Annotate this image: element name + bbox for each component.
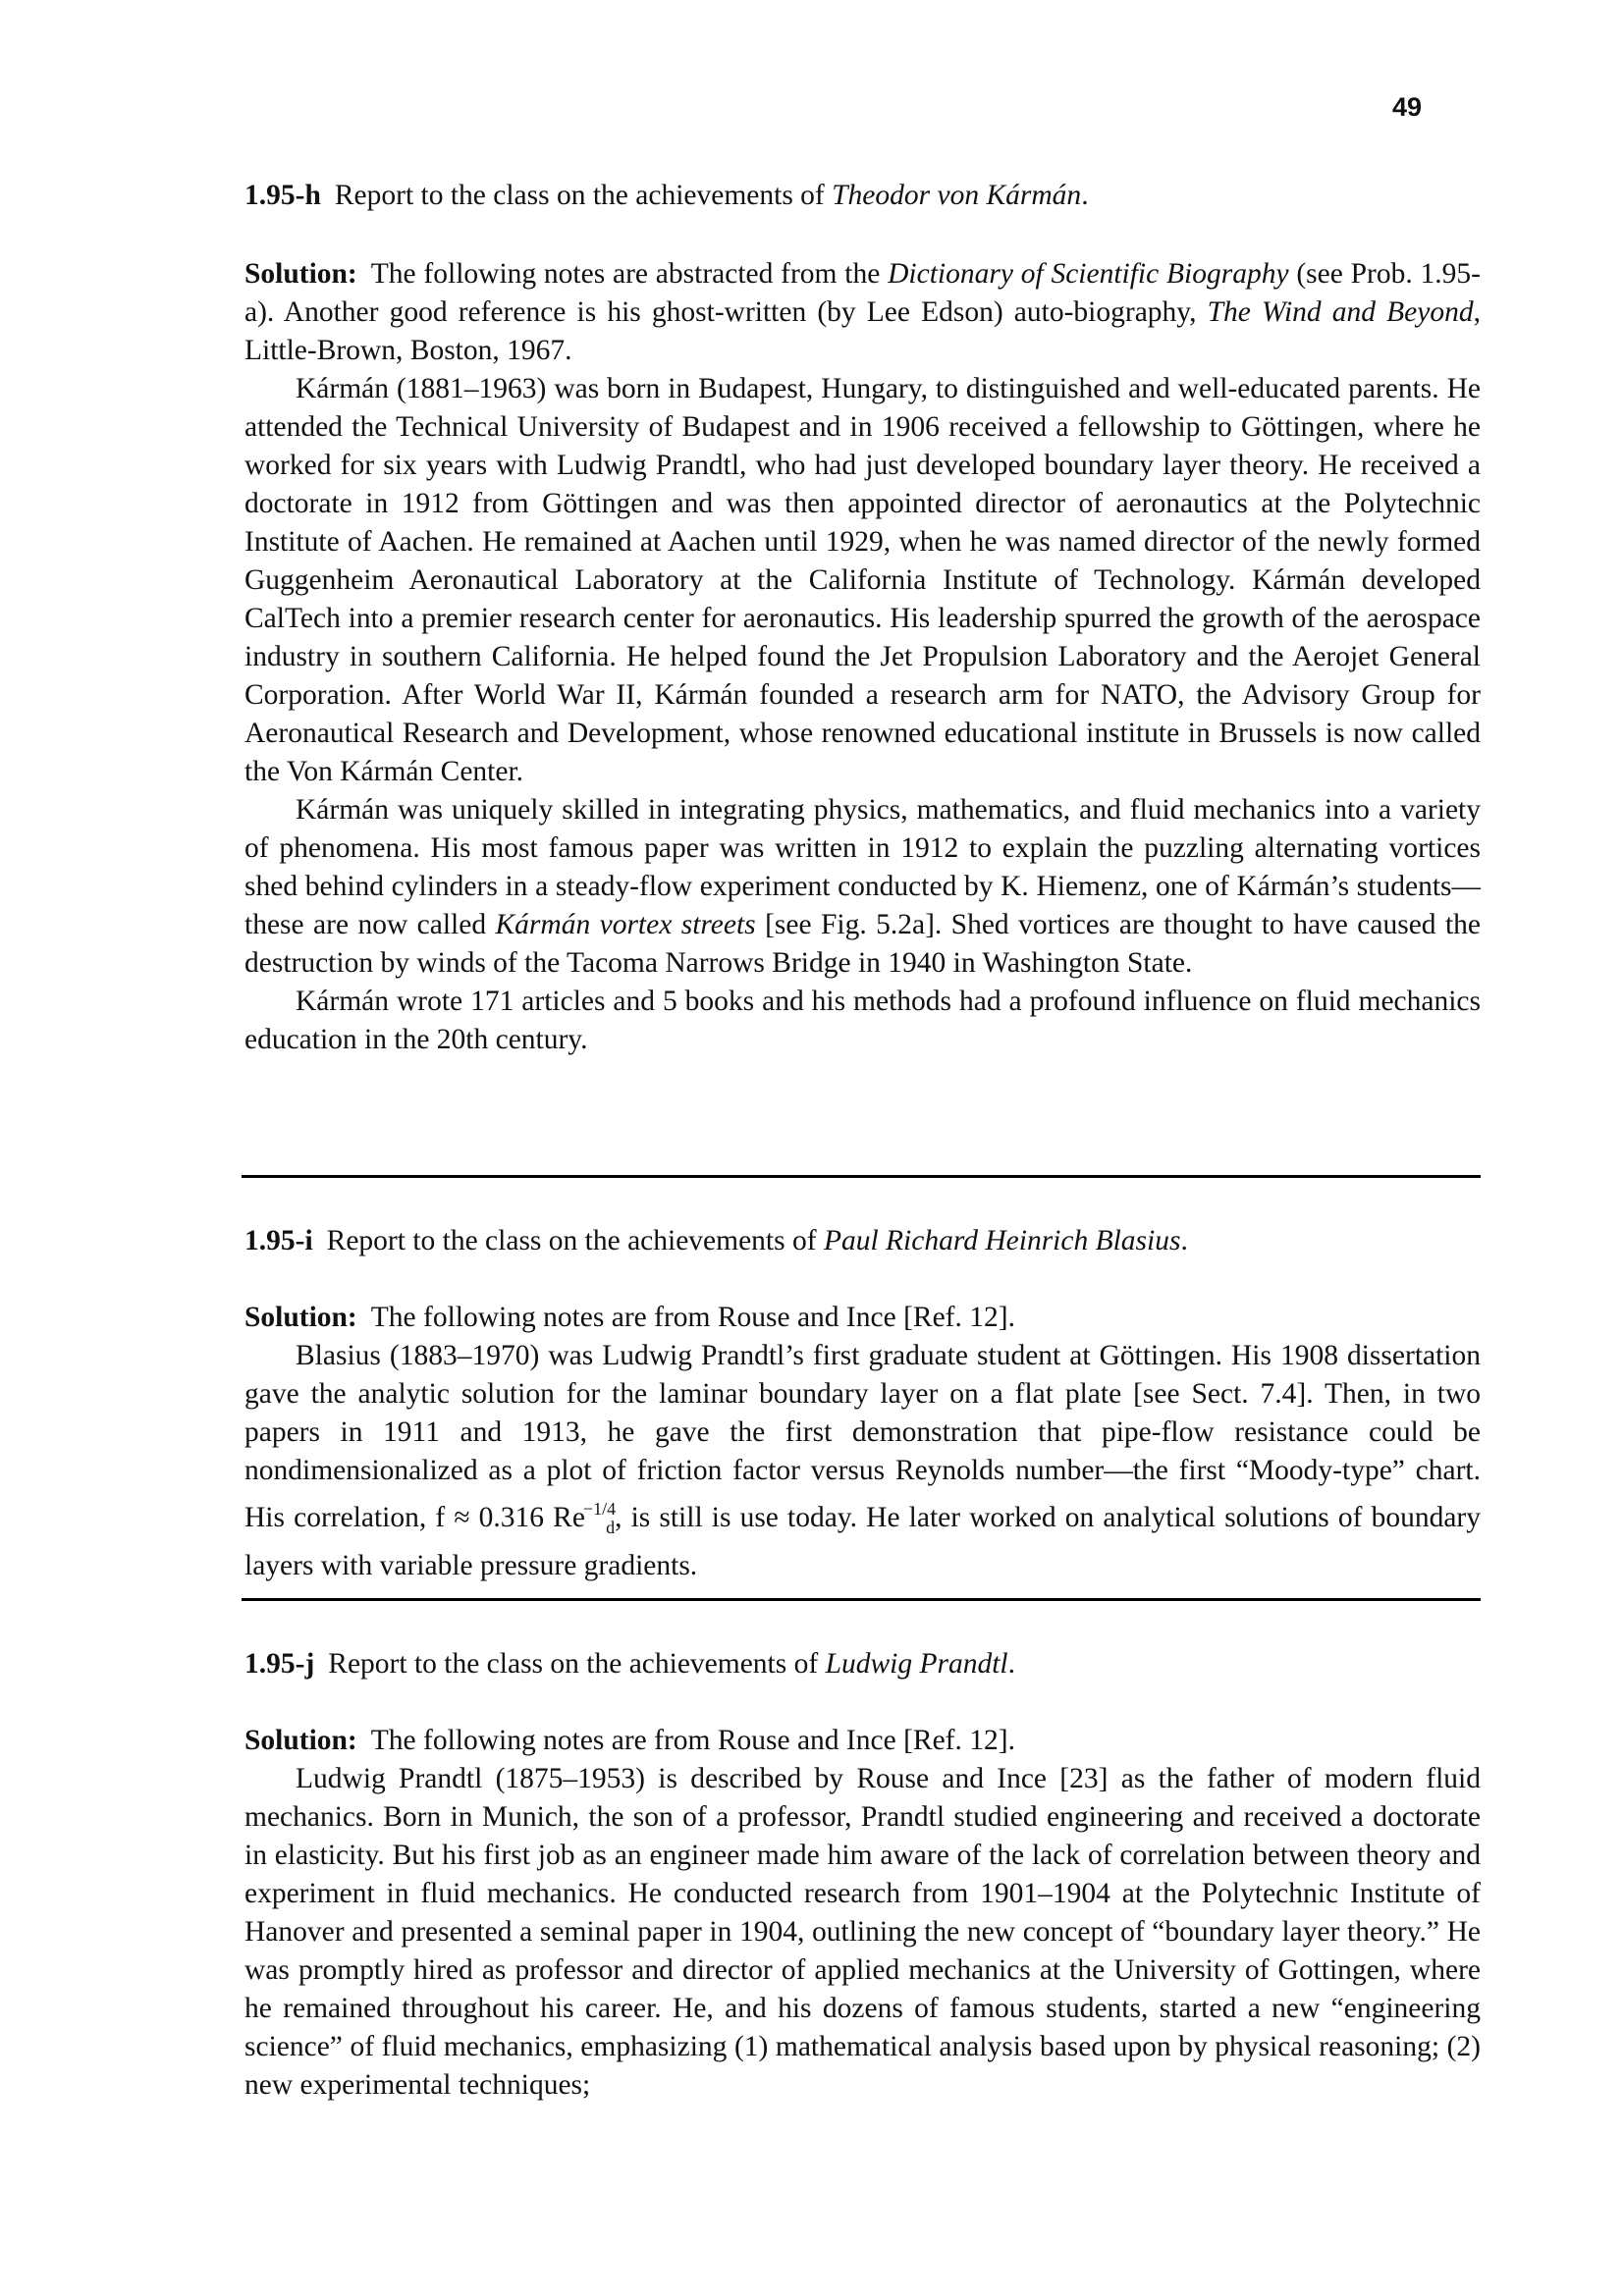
problem-subject: Paul Richard Heinrich Blasius — [823, 1225, 1181, 1256]
solution-text: The following notes are from Rouse and Ince [Ref. 12]. — [370, 1725, 1015, 1756]
solution-text: The following notes are abstracted from the — [370, 258, 889, 290]
problem-subject: Ludwig Prandtl — [825, 1648, 1008, 1680]
paragraph: Ludwig Prandtl (1875–1953) is described by Rouse and Ince [23] as the father of modern fluid mechanics. Born in Munich, the son of a professor, Prandtl studied engineering and received a doctorate in elasticity. But his first job as an engineer made him aware of the lack of correlation between theory and experiment in fluid mechanics. He conducted research from 1901–1904 at the Polytechnic Institute of Hanover and presented a seminal paper in 1904, outlining the new concept of “boundary layer theory.” He was promptly hired as professor and director of applied mechanics at the University of Gottingen, where he remained throughout his career. He, and his dozens of famous students, started a new “engineering science” of fluid mechanics, emphasizing (1) mathematical analysis based upon by physical reasoning; (2) new experimental techniques; — [244, 1763, 1481, 2101]
paragraph: Kármán wrote 171 articles and 5 books and his methods had a profound influence on fluid mechanics education in the 20th century. — [244, 986, 1481, 1055]
problem-statement-1-95-j — [244, 1645, 1015, 1683]
problem-subject: Theodor von Kármán — [832, 180, 1082, 211]
solution-intro — [244, 255, 1481, 370]
emphasis-term: Kármán vortex streets — [495, 909, 756, 940]
page-number: 49 — [1392, 92, 1423, 122]
section-divider — [242, 1175, 1481, 1178]
problem-prompt: Report to the class on the achievements of — [328, 1648, 826, 1680]
solution-1-95-j — [244, 1722, 1481, 2105]
solution-label: Solution: — [244, 258, 357, 290]
book-title: The Wind and Beyond — [1207, 296, 1474, 328]
problem-statement-1-95-i — [244, 1222, 1188, 1260]
problem-prompt: Report to the class on the achievements of — [334, 180, 833, 211]
blasius-correlation-equation — [435, 1499, 617, 1537]
problem-prompt: Report to the class on the achievements of — [326, 1225, 824, 1256]
solution-text: The following notes are from Rouse and Ince [Ref. 12]. — [370, 1302, 1015, 1333]
paragraph: Kármán (1881–1963) was born in Budapest, Hungary, to distinguished and well-educated parents. He attended the Technical University of Budapest and in 1906 received a fellowship to Göttingen, where he worked for six years with Ludwig Prandtl, who had just developed boundary layer theory. He received a doctorate in 1912 from Göttingen and was then appointed director of aeronautics at the Polytechnic Institute of Aachen. He remained at Aachen until 1929, when he was named director of the newly formed Guggenheim Aeronautical Laboratory at the California Institute of Technology. Kármán developed CalTech into a premier research center for aeronautics. His leadership spurred the growth of the aerospace industry in southern California. He helped found the Jet Propulsion Laboratory and the Aerojet General Corporation. After World War II, Kármán founded a research arm for NATO, the Advisory Group for Aeronautical Research and Development, whose renowned educational institute in Brussels is now called the Von Kármán Center. — [244, 373, 1481, 787]
paragraph-text: Blasius (1883–1970) was Ludwig Prandtl’s first graduate student at Göttingen. His 1908 dissertation gave the analytic solution for the laminar boundary layer on a flat plate [see Sect. 7.4]. Then, in two papers in 1911 and 1913, he gave the first demonstration that pipe-flow resistance could be nondimensionalized as a plot of friction factor versus Reynolds number—the first “Moody-type” chart. His correlation, — [244, 1340, 1481, 1533]
paragraph-text: , is still is use today. He later worked on analytical solutions of boundary layers with variable pressure gradients. — [244, 1502, 1481, 1581]
solution-label: Solution: — [244, 1725, 357, 1756]
paragraph-text: Kármán was uniquely skilled in integrating physics, mathematics, and fluid mechanics into a variety of phenomena. His most famous paper was written in 1912 to explain the puzzling alternating vortices shed behind cylinders in a steady-flow experiment conducted by K. Hiemenz, one of Kármán’s students—these are now called — [244, 794, 1481, 940]
equation-exponent: −1/4 — [582, 1499, 617, 1519]
solution-text: , Little-Brown, Boston, 1967. — [244, 296, 1481, 366]
solution-1-95-h — [244, 255, 1481, 1059]
problem-statement-1-95-h — [244, 177, 1089, 215]
solution-intro — [244, 1722, 1481, 1760]
problem-number: 1.95-h — [244, 180, 321, 211]
section-divider — [242, 1598, 1481, 1601]
solution-1-95-i — [244, 1299, 1481, 1585]
paragraph — [244, 1337, 1481, 1585]
paragraph — [244, 791, 1481, 983]
solution-label: Solution: — [244, 1302, 357, 1333]
paragraph-text: [see Fig. 5.2a]. Shed vortices are thought to have caused the destruction by winds of the Tacoma Narrows Bridge in 1940 in Washington State. — [244, 909, 1482, 979]
problem-number: 1.95-j — [244, 1648, 315, 1680]
equation-main: f ≈ 0.316 Re — [435, 1502, 585, 1533]
solution-text: (see Prob. 1.95-a). Another good reference is his ghost-written (by Lee Edson) auto-biography, — [244, 258, 1481, 328]
problem-prompt-end: . — [1180, 1225, 1188, 1256]
solution-intro — [244, 1299, 1481, 1337]
reference-title: Dictionary of Scientific Biography — [888, 258, 1289, 290]
problem-prompt-end: . — [1081, 180, 1089, 211]
problem-prompt-end: . — [1007, 1648, 1015, 1680]
problem-number: 1.95-i — [244, 1225, 313, 1256]
equation-subscript: d — [606, 1518, 616, 1537]
